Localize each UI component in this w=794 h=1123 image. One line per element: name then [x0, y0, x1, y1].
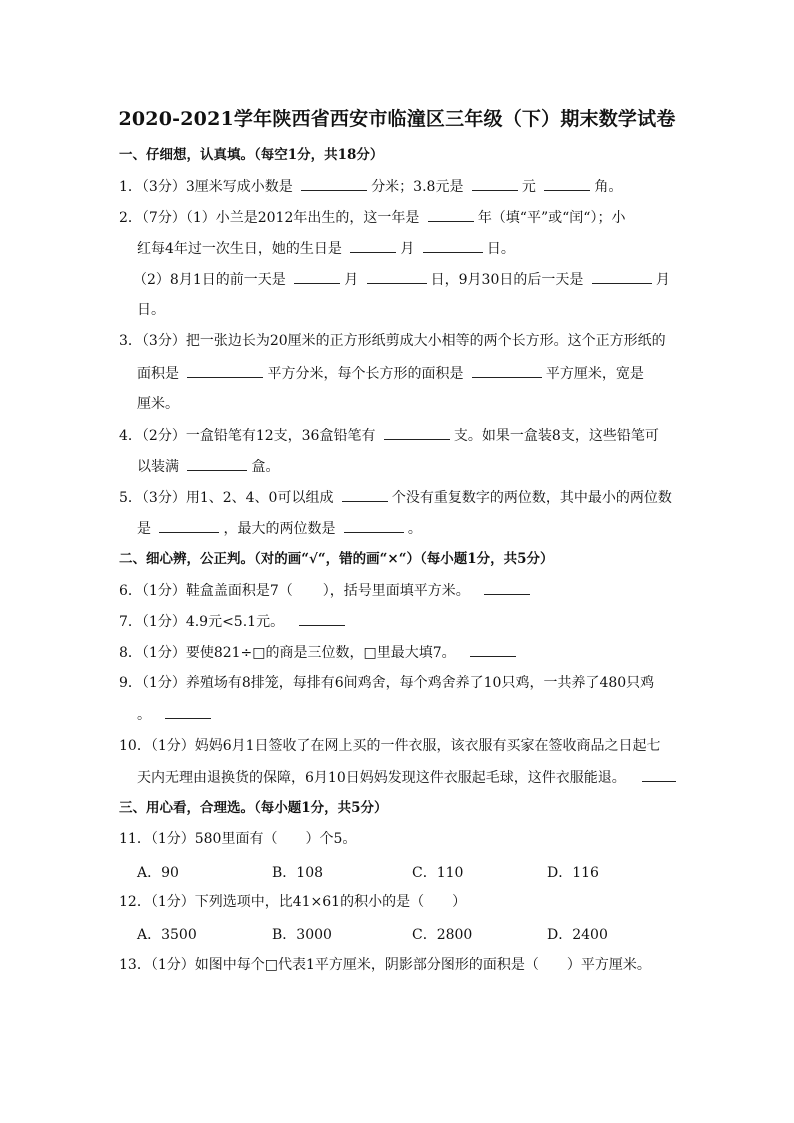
q5-blank-max[interactable] — [344, 518, 404, 533]
q6-answer-blank[interactable] — [484, 580, 530, 595]
q1-text-b: 分米；3.8元是 — [371, 179, 464, 195]
q2-blank-day[interactable] — [423, 238, 483, 253]
q12-option-d[interactable]: D．2400 — [547, 927, 608, 943]
q3-text-2a: 面积是 — [137, 366, 179, 382]
question-1 — [119, 176, 622, 197]
q7-text: 7．（1分）4.9元<5.1元。 — [119, 614, 285, 630]
q4-text-1b: 支。如果一盒装8支，这些铅笔可 — [453, 428, 659, 444]
q8-text: 8．（1分）要使821÷□的商是三位数，□里最大填7。 — [119, 645, 456, 661]
q10-answer-blank[interactable] — [642, 767, 676, 782]
question-2-line-3 — [133, 269, 670, 290]
question-12-stem: 12．（1分）下列选项中，比41×61的积小的是（ ） — [119, 894, 467, 910]
question-2-line-4: 日。 — [137, 302, 165, 318]
q4-text-1a: 4．（2分）一盒铅笔有12支，36盒铅笔有 — [119, 428, 376, 444]
q6-text-a: 6．（1分）鞋盒盖面积是7（ — [119, 583, 293, 599]
question-2-line-2 — [137, 238, 515, 259]
q8-answer-blank[interactable] — [470, 642, 516, 657]
question-13-stem: 13．（1分）如图中每个□代表1平方厘米，阴影部分图形的面积是（ ）平方厘米。 — [119, 957, 651, 973]
q5-blank-count[interactable] — [342, 487, 388, 502]
q12-option-a[interactable]: A．3500 — [137, 927, 197, 943]
q5-text-2b: ，最大的两位数是 — [223, 521, 336, 537]
q9-text-2: 。 — [137, 707, 151, 723]
q6-text-b: ），括号里面填平方米。 — [322, 583, 470, 599]
q3-blank-rect-area[interactable] — [472, 363, 542, 378]
q10-text-2: 天内无理由退换货的保障，6月10日妈妈发现这件衣服起毛球，这件衣服能退。 — [137, 770, 626, 786]
q2-text-3d: 月 — [655, 272, 670, 288]
question-5-line-2 — [137, 518, 422, 539]
q3-text-2c: 平方厘米，宽是 — [545, 366, 644, 382]
q2-blank-next-month[interactable] — [592, 269, 652, 284]
q1-blank-2[interactable] — [472, 176, 518, 191]
q1-text-d: 角。 — [594, 179, 623, 195]
question-6 — [119, 580, 530, 601]
q5-text-2a: 是 — [137, 521, 151, 537]
q12-option-b[interactable]: B．3000 — [272, 927, 332, 943]
q11-option-d[interactable]: D．116 — [547, 865, 599, 881]
question-4-line-2 — [137, 456, 279, 477]
q2-text-1a: 2．（7分）（1）小兰是2012年出生的，这一年是 — [119, 210, 420, 226]
q3-blank-square-area[interactable] — [187, 363, 263, 378]
q1-blank-1[interactable] — [301, 176, 367, 191]
q2-text-3c: 日，9月30日的后一天是 — [430, 272, 584, 288]
q2-blank-year-type[interactable] — [428, 207, 474, 222]
question-3-line-1: 3．（3分）把一张边长为20厘米的正方形纸剪成大小相等的两个长方形。这个正方形纸的 — [119, 333, 666, 349]
q2-text-2c: 日。 — [486, 241, 515, 257]
question-2-line-1 — [119, 207, 625, 228]
question-3-line-3: 厘米。 — [137, 396, 179, 412]
question-11-stem: 11．（1分）580里面有（ ）个5。 — [119, 831, 357, 847]
q2-text-3a: （2）8月1日的前一天是 — [133, 272, 286, 288]
q2-blank-month[interactable] — [350, 238, 396, 253]
q2-text-3b: 月 — [344, 272, 359, 288]
q2-blank-prev-month[interactable] — [294, 269, 340, 284]
q2-text-2b: 月 — [400, 241, 415, 257]
q11-option-a[interactable]: A．90 — [137, 865, 179, 881]
question-7 — [119, 611, 345, 632]
q4-blank-count[interactable] — [384, 425, 450, 440]
q12-option-c[interactable]: C．2800 — [412, 927, 473, 943]
q4-text-2a: 以装满 — [137, 459, 179, 475]
q1-text-a: 1．（3分）3厘米写成小数是 — [119, 179, 293, 195]
q5-blank-min[interactable] — [159, 518, 219, 533]
q2-text-2a: 红每4年过一次生日，她的生日是 — [137, 241, 342, 257]
q9-answer-blank[interactable] — [165, 704, 211, 719]
q1-blank-3[interactable] — [544, 176, 590, 191]
q5-text-2c: 。 — [407, 521, 422, 537]
page-title: 2020-2021学年陕西省西安市临潼区三年级（下）期末数学试卷 — [118, 108, 676, 130]
question-10-line-1: 10．（1分）妈妈6月1日签收了在网上买的一件衣服，该衣服有买家在签收商品之日起七 — [119, 738, 661, 754]
q11-option-b[interactable]: B．108 — [272, 865, 324, 881]
question-3-line-2 — [137, 363, 644, 384]
q4-text-2b: 盒。 — [251, 459, 280, 475]
q5-text-1b: 个没有重复数字的两位数，其中最小的两位数 — [391, 490, 672, 506]
q2-blank-prev-day[interactable] — [367, 269, 427, 284]
q7-answer-blank[interactable] — [299, 611, 345, 626]
question-9-line-1: 9．（1分）养殖场有8排笼，每排有6间鸡舍，每个鸡舍养了10只鸡，一共养了480只鸡 — [119, 675, 655, 691]
q5-text-1a: 5．（3分）用1、2、4、0可以组成 — [119, 490, 334, 506]
question-9-line-2 — [137, 704, 211, 725]
question-8 — [119, 642, 516, 663]
section-2-heading: 二、细心辨，公正判。（对的画“√“，错的画“×“）（每小题1分，共5分） — [119, 551, 554, 567]
section-1-heading: 一、仔细想，认真填。（每空1分，共18分） — [119, 147, 384, 163]
question-5-line-1 — [119, 487, 672, 508]
question-4-line-1 — [119, 425, 659, 446]
question-10-line-2 — [137, 767, 676, 788]
section-3-heading: 三、用心看，合理选。（每小题1分，共5分） — [119, 800, 388, 816]
q1-text-c: 元 — [521, 179, 536, 195]
q2-text-1b: 年（填“平”或“闰“）；小 — [477, 210, 626, 226]
q3-text-2b: 平方分米，每个长方形的面积是 — [267, 366, 464, 382]
q4-blank-boxes[interactable] — [187, 456, 247, 471]
q11-option-c[interactable]: C．110 — [412, 865, 464, 881]
